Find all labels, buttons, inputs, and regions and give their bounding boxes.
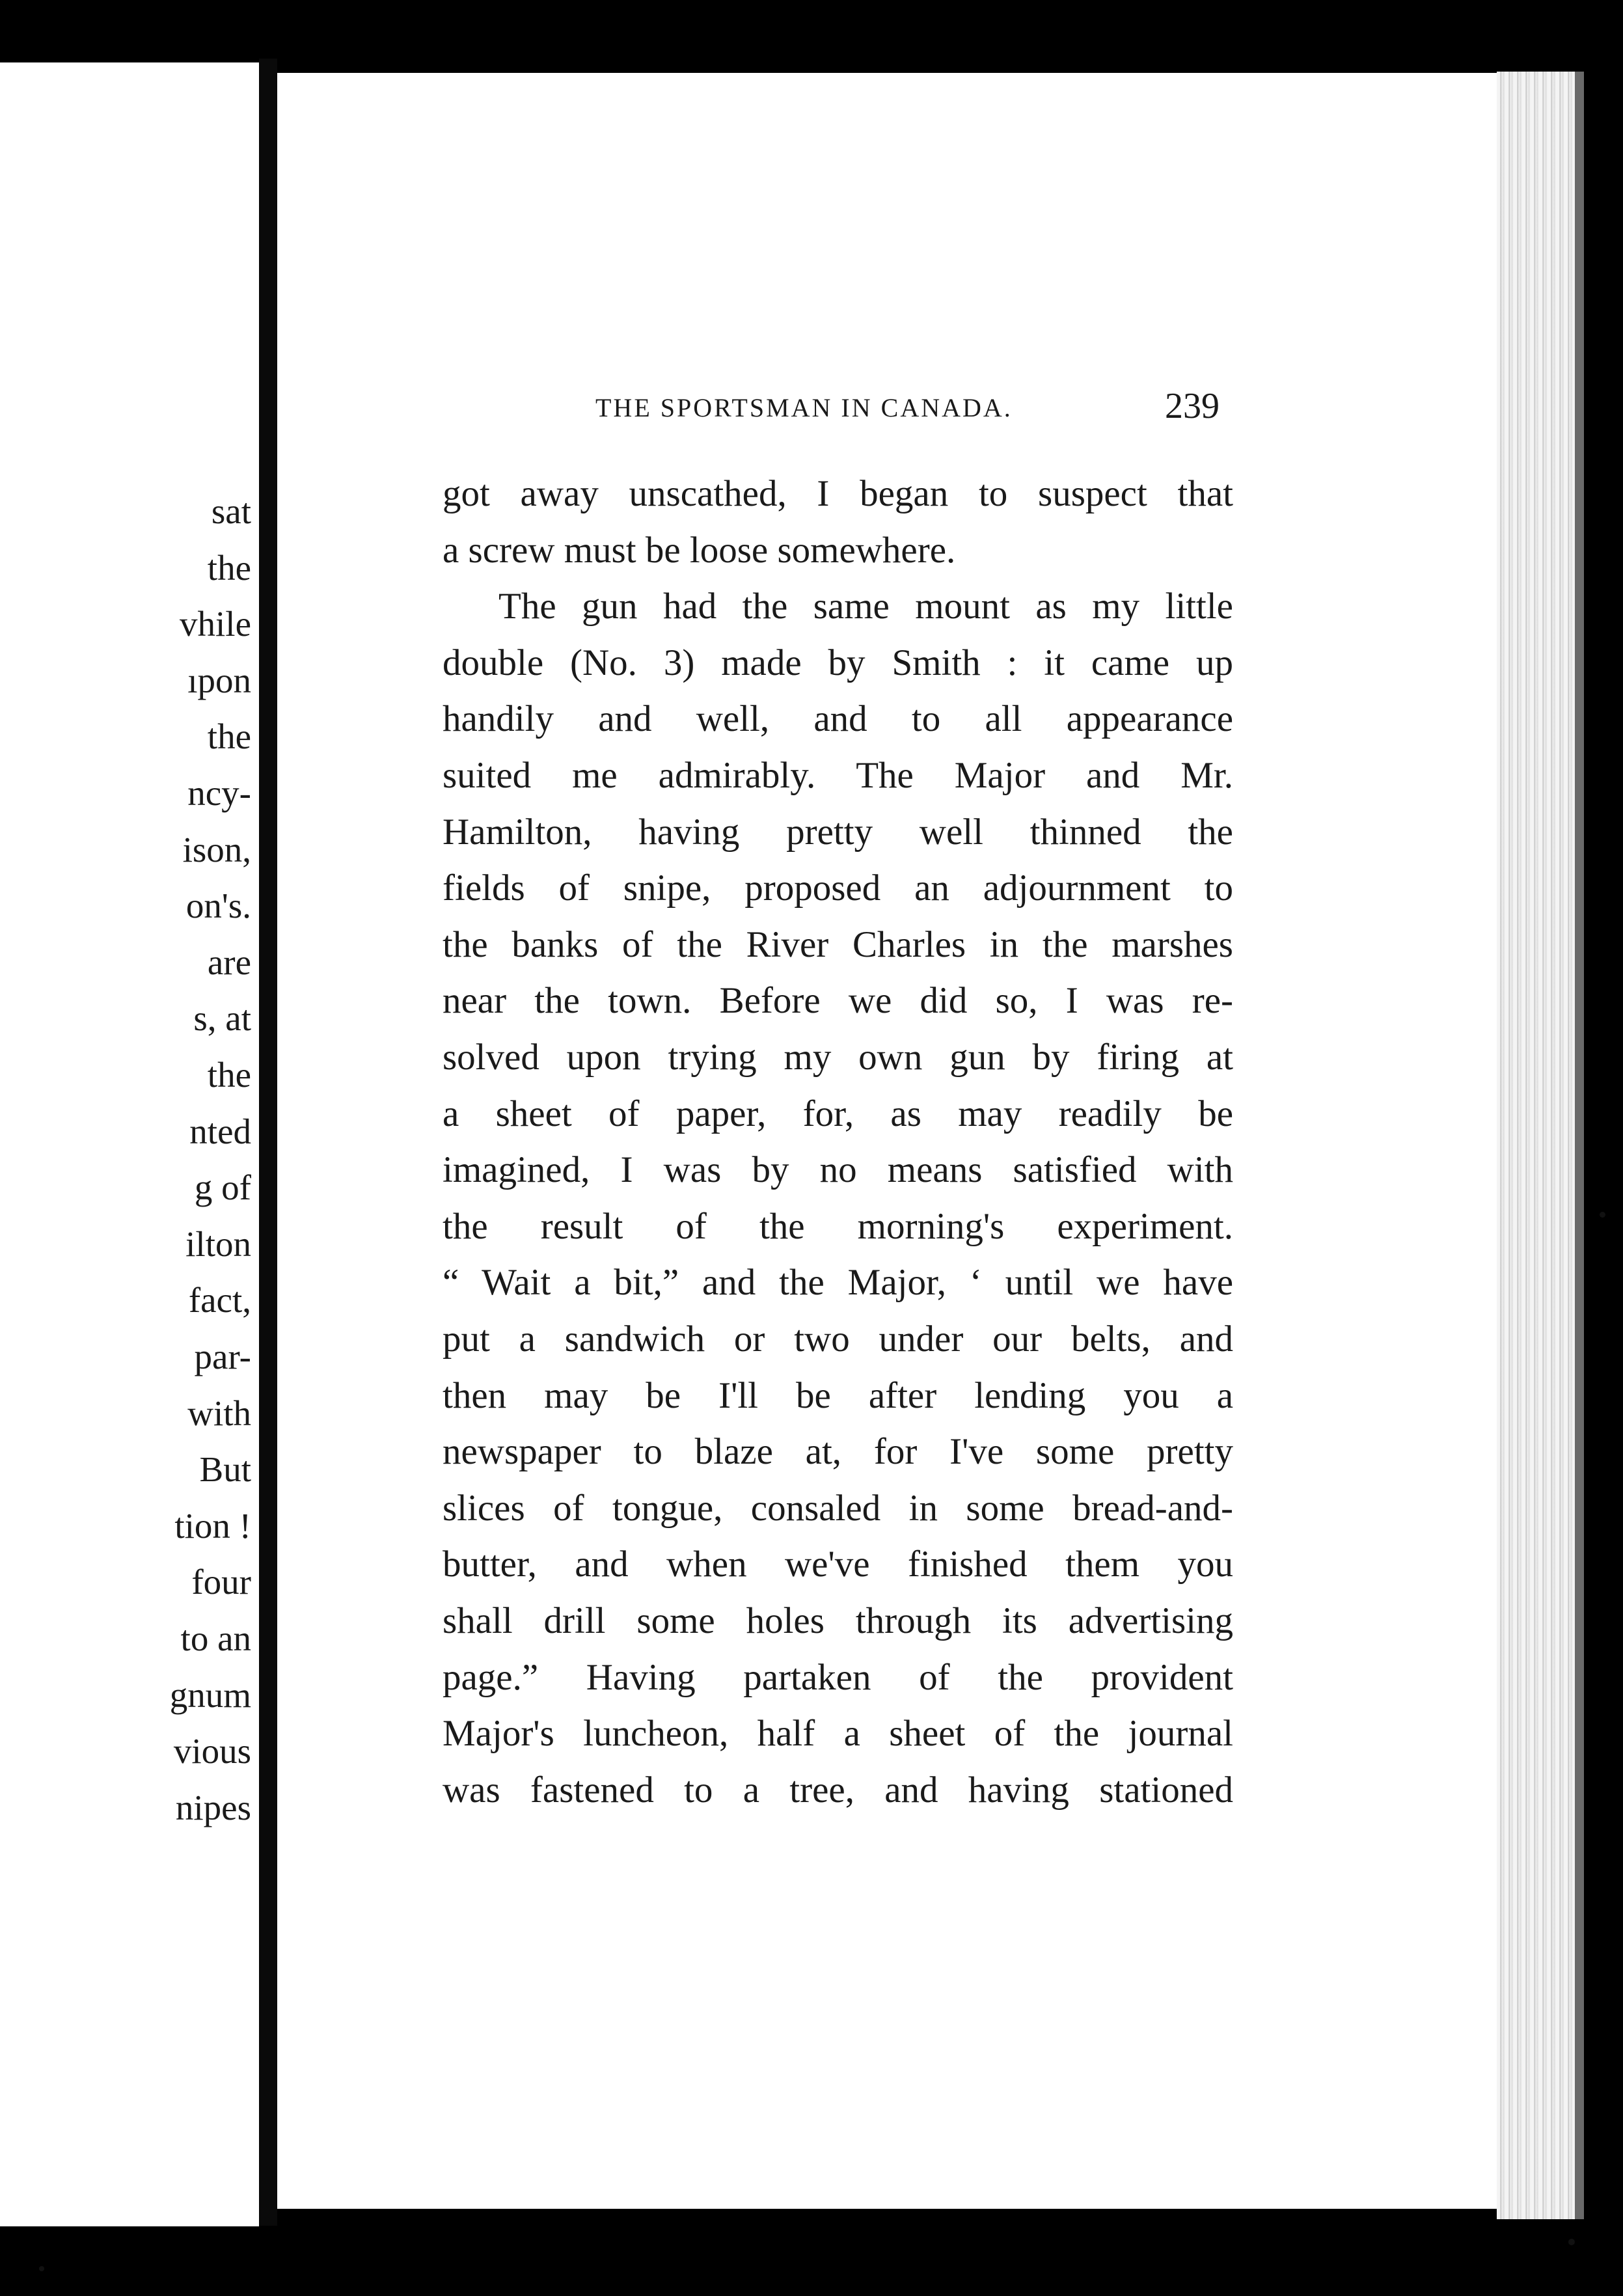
body-line: Hamilton, having pretty well thinned the [443, 811, 1233, 853]
body-line: a sheet of paper, for, as may readily be [443, 1093, 1233, 1134]
body-line: suited me admirably. The Major and Mr. [443, 755, 1233, 796]
page-edges [1497, 72, 1581, 2219]
body-line: the banks of the River Charles in the marshes [443, 923, 1233, 965]
body-line: was fastened to a tree, and having stationed [443, 1769, 1233, 1811]
page-number: 239 [1165, 386, 1220, 426]
left-page-line-fragment: g of [194, 1168, 251, 1208]
left-page-line-fragment: tion ! [174, 1505, 251, 1546]
page-edge-shadow [1575, 72, 1584, 2219]
body-line: the result of the morning's experiment. [443, 1205, 1233, 1247]
body-line: imagined, I was by no means satisfied with [443, 1149, 1233, 1191]
scan-speck [1600, 1212, 1605, 1218]
body-line: near the town. Before we did so, I was re- [443, 980, 1233, 1022]
left-page-line-fragment: the [207, 717, 251, 757]
body-line: newspaper to blaze at, for I've some pretty [443, 1431, 1233, 1473]
left-page-line-fragment: par- [194, 1337, 251, 1376]
left-page-line-fragment: ison, [182, 829, 251, 869]
body-line: Major's luncheon, half a sheet of the journal [443, 1713, 1233, 1755]
left-page-line-fragment: the [207, 547, 251, 588]
body-line: put a sandwich or two under our belts, and [443, 1319, 1233, 1360]
left-page-line-fragment: on's. [185, 886, 251, 926]
body-line: slices of tongue, consaled in some bread-and- [443, 1487, 1233, 1529]
body-line: then may be I'll be after lending you a [443, 1374, 1233, 1416]
left-page-line-fragment: ıpon [187, 660, 251, 700]
scan-speck [39, 2266, 44, 2271]
left-facing-page [0, 62, 259, 2226]
body-line: fields of snipe, proposed an adjournment to [443, 868, 1233, 909]
left-page-line-fragment: the [207, 1055, 251, 1095]
left-page-line-fragment: vious [173, 1731, 251, 1771]
scan-speck [1568, 2239, 1575, 2245]
body-line: butter, and when we've finished them you [443, 1544, 1233, 1585]
body-line: a screw must be loose somewhere. [443, 529, 956, 571]
body-line: page.” Having partaken of the provident [443, 1656, 1233, 1698]
left-page-line-fragment: sat [211, 491, 251, 531]
left-page-line-fragment: ncy- [187, 773, 251, 813]
body-line: handily and well, and to all appearance [443, 698, 1233, 740]
left-page-line-fragment: ilton [185, 1223, 251, 1264]
left-page-line-fragment: are [207, 942, 251, 982]
body-line: solved upon trying my own gun by firing at [443, 1037, 1233, 1078]
left-page-line-fragment: gnum [169, 1674, 251, 1715]
left-page-line-fragment: with [187, 1393, 251, 1433]
body-line: got away unscathed, I began to suspect that [443, 473, 1233, 514]
left-page-line-fragment: nted [189, 1111, 251, 1151]
book-gutter [259, 59, 277, 2226]
body-line: double (No. 3) made by Smith : it came up [443, 642, 1233, 683]
left-page-line-fragment: nipes [175, 1787, 251, 1827]
left-page-line-fragment: s, at [193, 998, 251, 1039]
body-line: “ Wait a bit,” and the Major, ‘ until we have [443, 1262, 1233, 1304]
body-line: The gun had the same mount as my little [498, 586, 1233, 627]
body-line: shall drill some holes through its advertising [443, 1600, 1233, 1641]
left-page-line-fragment: four [191, 1562, 251, 1602]
left-page-line-fragment: to an [180, 1619, 251, 1658]
left-page-line-fragment: But [199, 1449, 251, 1490]
left-page-line-fragment: vhile [180, 604, 251, 644]
left-page-line-fragment: fact, [188, 1280, 251, 1320]
running-head: THE SPORTSMAN IN CANADA. [595, 393, 1013, 422]
